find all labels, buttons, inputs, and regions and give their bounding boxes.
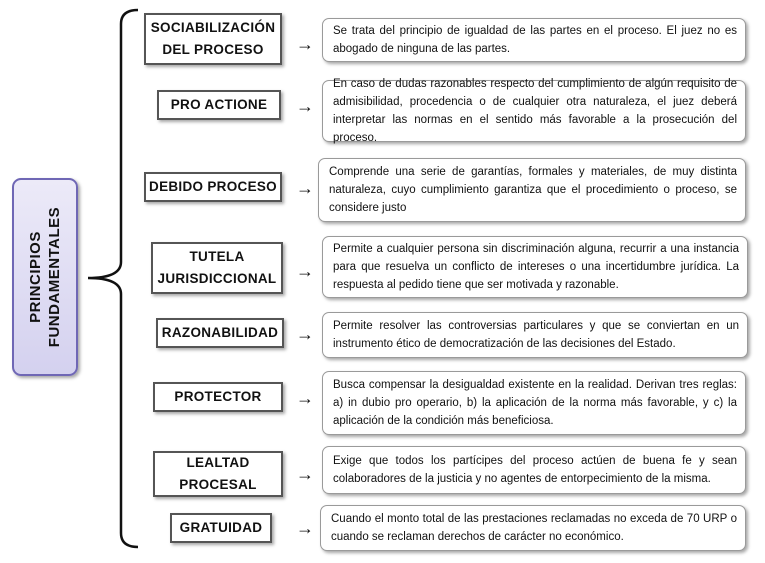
- principle-label: SOCIABILIZACIÓN DEL PROCESO: [144, 13, 282, 65]
- arrow-icon: →: [296, 96, 314, 116]
- arrow-icon: →: [296, 324, 314, 344]
- arrow-icon: →: [296, 261, 314, 281]
- principle-label: PRO ACTIONE: [157, 90, 281, 120]
- principle-description: Exige que todos los partícipes del proceso actúen de buena fe y sean colaboradores de la justicia y no agentes de entorpecimiento de la misma.: [322, 446, 746, 494]
- arrow-icon: →: [296, 178, 314, 198]
- principle-description: En caso de dudas razonables respecto del cumplimiento de algún requisito de admisibilidad, procedencia o de cualquier otra naturaleza, el juez deberá interpretar las normas en el sentido más favorable a la prosecución del proceso.: [322, 80, 746, 142]
- arrow-icon: →: [296, 34, 314, 54]
- principle-description: Permite resolver las controversias particulares y que se conviertan en un instrumento ético de democratización de las decisiones del Estado.: [322, 312, 748, 358]
- principle-description: Permite a cualquier persona sin discriminación alguna, recurrir a una instancia para que resuelva un conflicto de intereses o una incertidumbre jurídica. La respuesta al pedido tiene que ser motivada y razonable.: [322, 236, 748, 298]
- principle-label: LEALTAD PROCESAL: [153, 451, 283, 497]
- principle-label: RAZONABILIDAD: [156, 318, 284, 348]
- root-concept-title: PRINCIPIOS FUNDAMENTALES: [27, 206, 63, 348]
- arrow-icon: →: [296, 388, 314, 408]
- principle-label: PROTECTOR: [153, 382, 283, 412]
- principle-description: Comprende una serie de garantías, formales y materiales, de muy distinta naturaleza, cuyo cumplimiento garantiza que el procedimiento o proceso, se considere justo: [318, 158, 746, 222]
- arrow-icon: →: [296, 518, 314, 538]
- principle-label: TUTELA JURISDICCIONAL: [151, 242, 283, 294]
- principle-description: Cuando el monto total de las prestaciones reclamadas no exceda de 70 URP o cuando se reclaman derechos de carácter no económico.: [320, 505, 746, 551]
- arrow-icon: →: [296, 464, 314, 484]
- principle-description: Busca compensar la desigualdad existente en la realidad. Derivan tres reglas: a) in dubio pro operario, b) la aplicación de la norma más favorable, y c) la aplicación de la condición más beneficiosa.: [322, 371, 746, 435]
- brace-path: [88, 10, 138, 547]
- principle-label: GRATUIDAD: [170, 513, 272, 543]
- principle-description: Se trata del principio de igualdad de las partes en el proceso. El juez no es abogado de ninguna de las partes.: [322, 18, 746, 62]
- principle-label: DEBIDO PROCESO: [144, 172, 282, 202]
